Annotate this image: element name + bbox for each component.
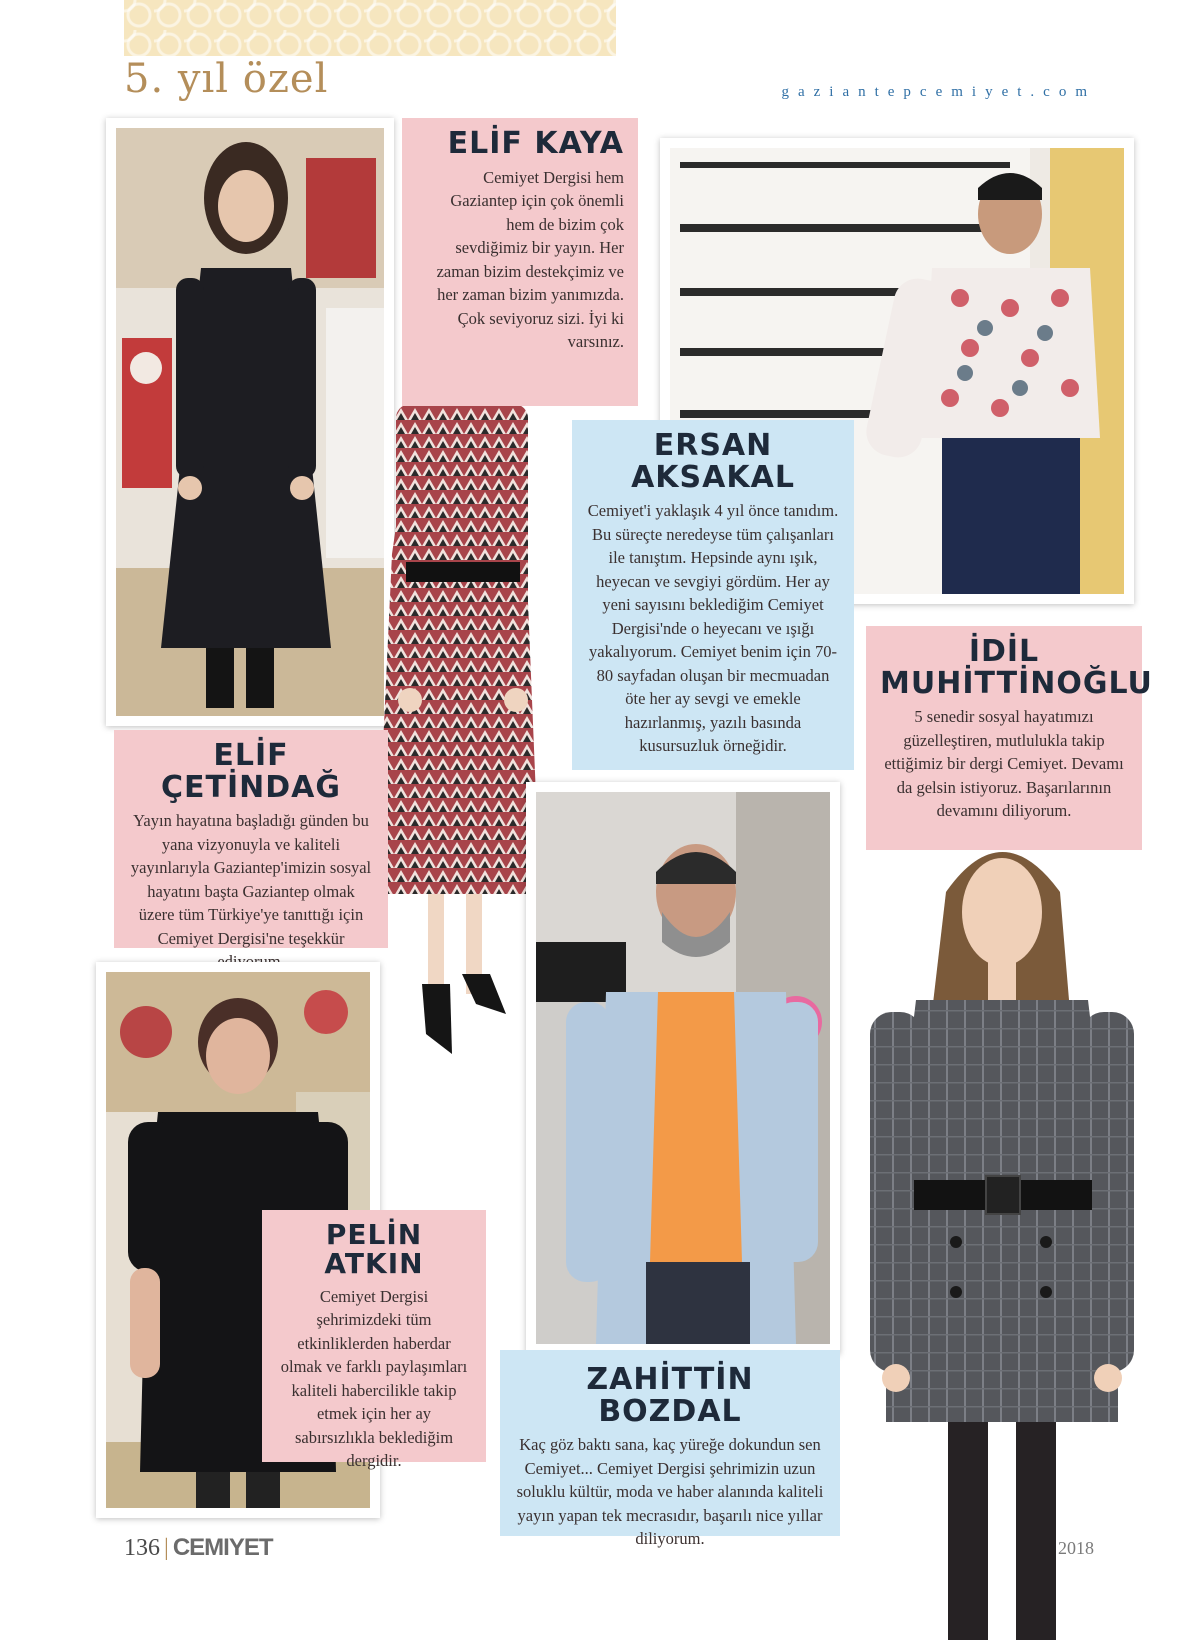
section-title: 5. yıl özel xyxy=(124,56,329,102)
name-ersan-aksakal: ERSAN AKSAKAL xyxy=(631,428,795,495)
footer-separator: | xyxy=(164,1535,169,1561)
quote-ersan-aksakal: Cemiyet'i yaklaşık 4 yıl önce tanıdım. Bu süreçte neredeyse tüm çalışanları ile tanıştım. Hepsinde aynı ışık, heyecan ve sevgiyi gördüm. Her ay yeni sayısını beklediğim Cemiyet Dergisi'nde o heyecanı ve ışığı yakalıyorum. Cemiyet benim için 70-80 sayfadan oluşan bir mecmuadan öte her ay sevgi ve emekle hazırlanmış, yazılı basında kusursuzluk örneğidir. xyxy=(587,501,839,755)
quote-box-idil-muhittinoglu xyxy=(866,626,1153,850)
name-elif-kaya: ELİF KAYA xyxy=(447,126,624,161)
quote-elif-cetindag: Yayın hayatına başladığı günden bu yana vizyonuyla ve kaliteli yayınlarıyla Gaziantep'imizin sosyal hayatını başta Gaziantep olmak üzere tüm Türkiye'ye tanıttığı için Cemiyet Dergisi'ne teşekkür xyxy=(130,811,372,948)
quote-box-pelin-atkin xyxy=(262,1210,486,1471)
name-pelin-atkin: PELİN ATKIN xyxy=(324,1218,424,1281)
photo-zahittin-bozdal xyxy=(526,782,840,1354)
header-ornament xyxy=(124,0,616,56)
name-zahittin-bozdal: ZAHİTTİN BOZDAL xyxy=(586,1362,754,1429)
quote-elif-kaya: Cemiyet Dergisi hem Gaziantep için çok önemli hem de bizim çok sevdiğimiz bir yayın. Her zaman bizim destekçimiz ve her zaman bizim yanımızda. Çok seviyoruz sizi. İyi ki varsınız. xyxy=(436,167,624,351)
magazine-name: CEMIYET xyxy=(172,1534,273,1561)
photo-idil-muhittinoglu xyxy=(856,822,1146,1640)
page-number: 136 xyxy=(124,1535,160,1561)
issue-year: 2018 xyxy=(1058,1538,1094,1558)
quote-box-ersan-aksakal xyxy=(572,420,854,770)
name-elif-cetindag: ELİF ÇETİNDAĞ xyxy=(161,738,341,805)
quote-zahittin-bozdal: Kaç göz baktı sana, kaç yüreğe dokundun sen Cemiyet... Cemiyet Dergisi şehrimizin uzun soluklu kültür, moda ve haber alanında kaliteli yayın yapan tek mecrasıdır, başarılı nice yıllar diliyorum. xyxy=(516,1435,824,1548)
quote-idil-muhittinoglu: 5 senedir sosyal hayatımızı güzelleştiren, mutlulukla takip ettiğimiz bir dergi Cemiyet. Devamı da gelsin istiyoruz. Başarılarının devamını diliyorum. xyxy=(884,707,1124,820)
name-idil-line2: MUHİTTİNOĞLU xyxy=(880,665,1153,701)
photo-elif-cetindag-image xyxy=(116,128,384,716)
name-idil-line1: İDİL xyxy=(968,634,1040,669)
quote-box-elif-kaya xyxy=(402,118,638,406)
photo-zahittin-bozdal-image xyxy=(536,792,830,1344)
photo-elif-cetindag xyxy=(106,118,394,726)
quote-box-elif-cetindag xyxy=(114,730,388,948)
quote-box-zahittin-bozdal xyxy=(500,1350,840,1548)
quote-pelin-atkin: Cemiyet Dergisi şehrimizdeki tüm etkinliklerden haberdar olmak ve farklı paylaşımları kaliteli habercilikle takip etmek için her ay sabırsızlıkla beklediğim dergidir. xyxy=(280,1286,468,1471)
site-url[interactable]: gaziantepcemiyet.com xyxy=(781,84,1096,100)
footer-page-number xyxy=(124,1534,273,1562)
